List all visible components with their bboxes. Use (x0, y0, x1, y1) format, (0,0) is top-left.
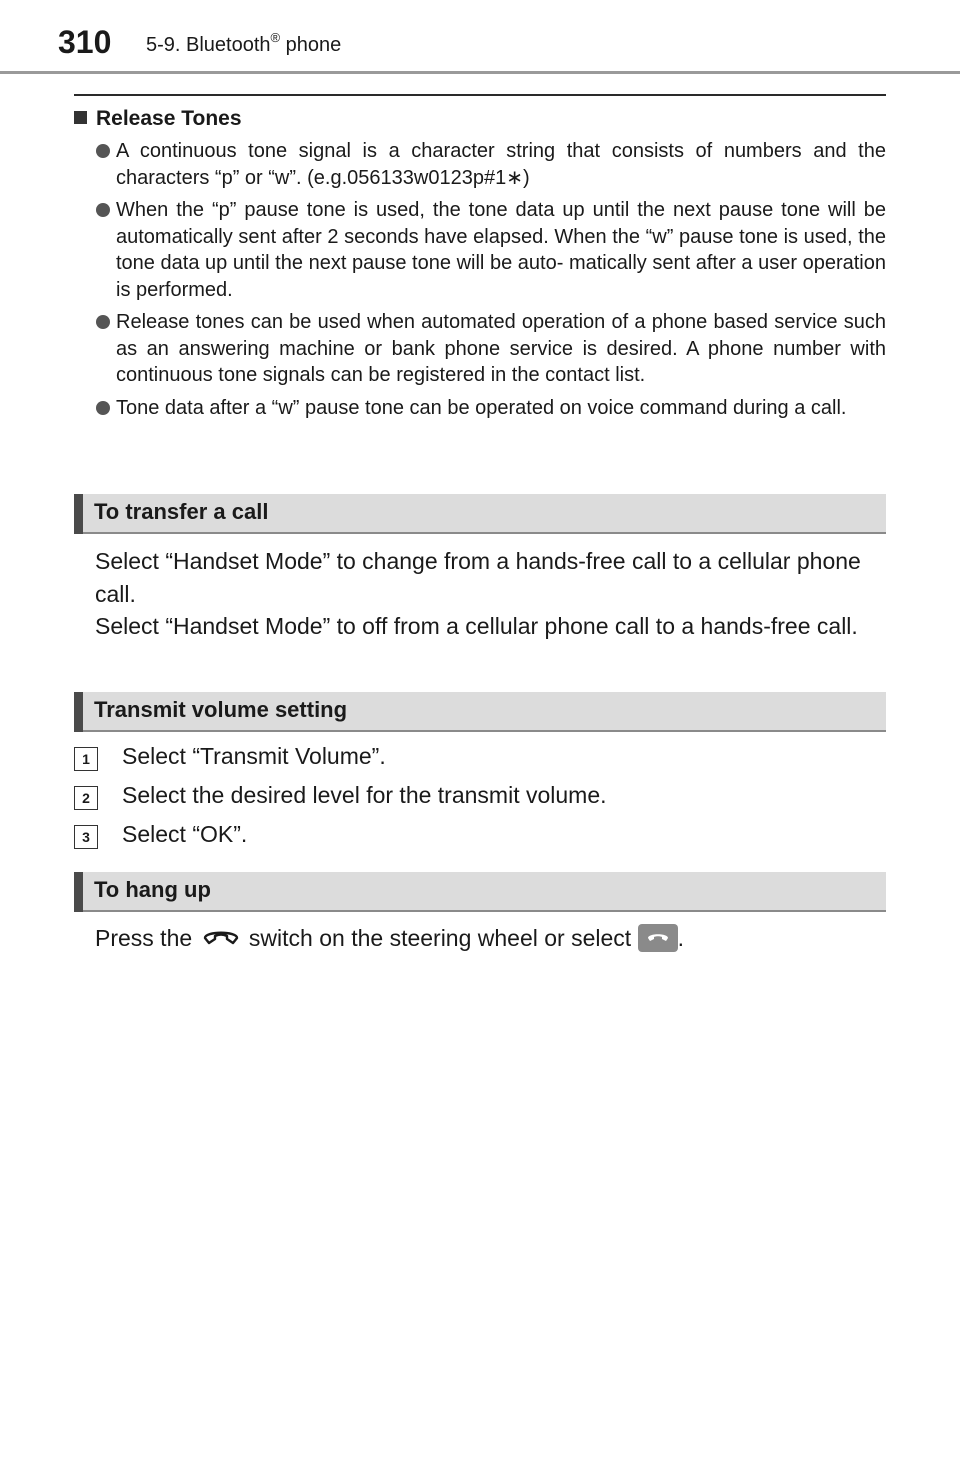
transfer-call-heading: To transfer a call (74, 494, 886, 534)
list-item: Tone data after a “w” pause tone can be operated on voice command during a call. (96, 395, 886, 422)
phone-switch-icon (199, 927, 243, 953)
bullet-dot-icon (96, 144, 110, 158)
list-item: A continuous tone signal is a character string that consists of numbers and the characters “p” or “w”. (e.g.056133w0123p#1∗) (96, 138, 886, 191)
bullet-dot-icon (96, 401, 110, 415)
step-text: Select the desired level for the transmit volume. (122, 782, 607, 808)
section-divider (74, 94, 886, 96)
step-number: 1 (74, 747, 98, 771)
transfer-para-2: Select “Handset Mode” to off from a cellular phone call to a hands-free call. (95, 613, 858, 639)
release-tones-list (96, 138, 886, 427)
list-item: When the “p” pause tone is used, the tone data up until the next pause tone will be automatically sent after 2 seconds have elapsed. When the “w” pause tone is used, the tone data up until the next pause tone will be auto- matically sent after a user operation is performed. (96, 197, 886, 303)
hang-up-instruction: Press the switch on the steering wheel or select . (95, 925, 684, 951)
step-text: Select “Transmit Volume”. (122, 743, 386, 769)
step-number: 3 (74, 825, 98, 849)
page-header (0, 0, 960, 72)
transmit-volume-heading: Transmit volume setting (74, 692, 886, 732)
step-number: 2 (74, 786, 98, 810)
hang-up-heading: To hang up (74, 872, 886, 912)
transfer-para-1: Select “Handset Mode” to change from a hands-free call to a cellular phone call. (95, 548, 861, 607)
hang-up-button-icon (638, 924, 678, 952)
release-tones-heading: Release Tones (74, 107, 242, 131)
square-bullet-icon (74, 111, 87, 124)
list-item: Release tones can be used when automated operation of a phone based service such as an answering machine or bank phone service is desired. A phone number with continuous tone signals can be registered in the contact list. (96, 309, 886, 389)
step-text: Select “OK”. (122, 821, 248, 847)
section-title: 5-9. Bluetooth® phone (146, 30, 342, 56)
bullet-dot-icon (96, 315, 110, 329)
header-divider (0, 71, 960, 74)
bullet-dot-icon (96, 203, 110, 217)
page-number: 310 (58, 24, 112, 60)
